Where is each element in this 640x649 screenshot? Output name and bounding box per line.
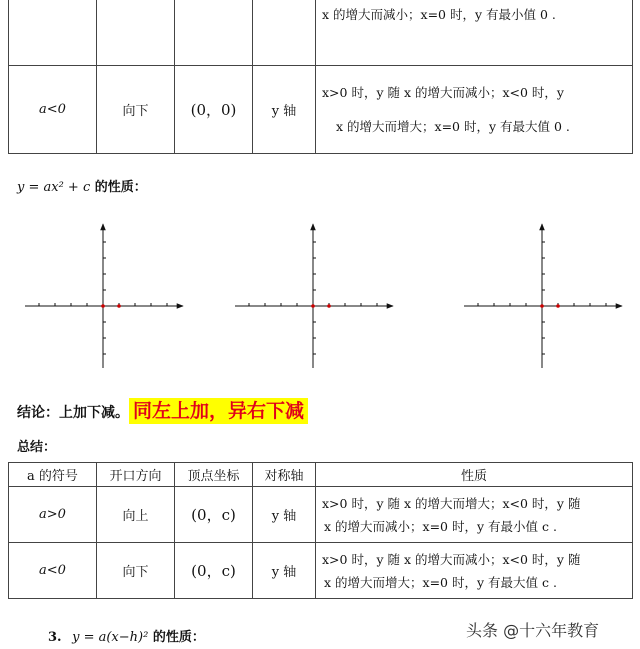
top-row2-property-line2: x 的增大而增大；x=0 时，y 有最大值 0 .: [336, 118, 570, 134]
row1-sign: a>0: [9, 487, 97, 543]
section3-title: [48, 626, 205, 645]
summary-header-row: [9, 463, 633, 487]
row1-property-line2: x 的增大而减小；x=0 时，y 有最小值 c .: [324, 518, 557, 534]
row2-sign: a<0: [9, 543, 97, 599]
top-row1-property: x 的增大而减小；x=0 时，y 有最小值 0 .: [316, 0, 633, 66]
row1-property: [316, 487, 633, 543]
section3-formula: y = a(x−h)²: [72, 630, 149, 645]
top-table: [8, 0, 633, 154]
conclusion-label: 结论：上加下减。: [17, 405, 129, 421]
row2-opening: 向下: [97, 543, 175, 599]
row2-vertex: (0，c): [175, 543, 253, 599]
row1-opening: 向上: [97, 487, 175, 543]
conclusion: [17, 396, 308, 423]
row2-axis: y 轴: [253, 543, 316, 599]
header-vertex: 顶点坐标: [175, 463, 253, 487]
top-row1-axis: [253, 0, 316, 66]
top-row1-vertex: [175, 0, 253, 66]
header-opening: 开口方向: [97, 463, 175, 487]
axes-3: [462, 218, 632, 373]
top-row2-axis: y 轴: [253, 66, 316, 154]
section3-suffix: 的性质：: [148, 630, 205, 645]
summary-label: 总结：: [17, 440, 57, 455]
header-axis: 对称轴: [253, 463, 316, 487]
section2-formula: y = ax² + c: [17, 180, 91, 195]
top-row2-sign: a<0: [9, 66, 97, 154]
row2-property-line2: x 的增大而增大；x=0 时，y 有最大值 c .: [324, 574, 557, 590]
section3-number: 3.: [48, 630, 62, 645]
row1-property-line1: x>0 时，y 随 x 的增大而增大；x<0 时，y 随: [322, 495, 581, 511]
row1-axis: y 轴: [253, 487, 316, 543]
row2-property: [316, 543, 633, 599]
summary-table: [8, 462, 633, 599]
table-row: [9, 487, 633, 543]
axes-2: [233, 218, 403, 373]
top-row2-vertex: (0，0): [175, 66, 253, 154]
section2-title: [17, 176, 147, 195]
row2-property-line1: x>0 时，y 随 x 的增大而减小；x<0 时，y 随: [322, 551, 581, 567]
top-row1-opening: [97, 0, 175, 66]
axes-1: [23, 218, 193, 373]
top-row1-sign: [9, 0, 97, 66]
table-row: [9, 543, 633, 599]
header-sign: a 的符号: [9, 463, 97, 487]
top-row2-property: [316, 66, 633, 154]
header-property: 性质: [316, 463, 633, 487]
conclusion-highlight: 同左上加，异右下减: [129, 398, 308, 424]
top-row2-property-line1: x>0 时，y 随 x 的增大而减小；x<0 时，y: [322, 84, 564, 100]
section2-suffix: 的性质：: [90, 180, 147, 195]
row1-vertex: (0，c): [175, 487, 253, 543]
watermark: 头条 @十六年教育: [466, 621, 600, 640]
top-row2-opening: 向下: [97, 66, 175, 154]
